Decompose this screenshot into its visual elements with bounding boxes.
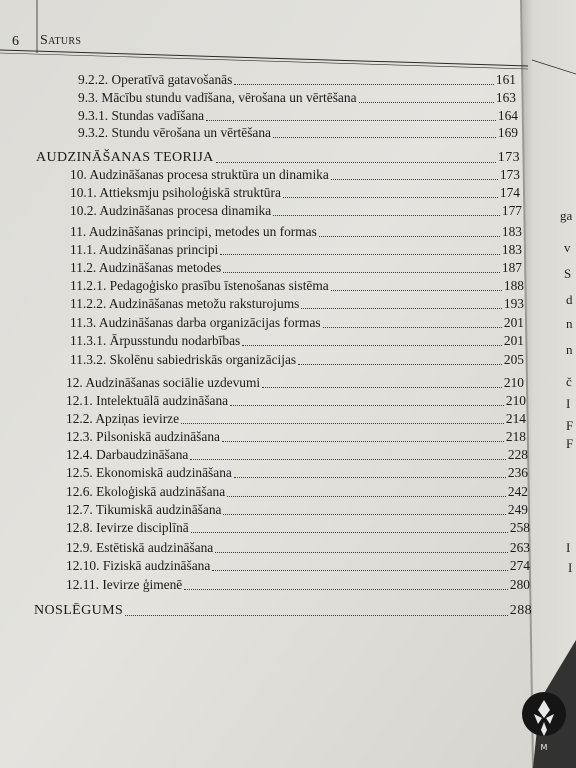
toc-entry [66, 465, 528, 481]
toc-entry-title: 11.2. Audzināšanas metodes [70, 260, 222, 275]
watermark-logo-icon [516, 688, 572, 752]
dot-leader [215, 552, 508, 553]
next-page-fragment: ga [560, 208, 573, 223]
toc-entry [78, 125, 518, 141]
toc-entry-page-number: 161 [495, 72, 516, 87]
toc-entry-title: 12. Audzināšanas sociālie uzdevumi [66, 375, 261, 390]
toc-entry [66, 520, 530, 536]
toc-entry [70, 185, 520, 201]
dot-leader [191, 532, 508, 533]
toc-entry-page-number: 218 [505, 429, 526, 444]
toc-entry-title: 12.7. Tikumiskā audzināšana [66, 502, 222, 517]
toc-entry-title: 12.10. Fiziskā audzināšana [66, 558, 211, 573]
dot-leader [184, 589, 508, 590]
toc-entry-page-number: 288 [509, 603, 532, 618]
dot-leader [298, 364, 502, 365]
dot-leader [331, 179, 498, 180]
toc-entry-page-number: 174 [499, 185, 520, 200]
toc-entry-page-number: 169 [497, 125, 518, 140]
toc-entry-page-number: 228 [507, 447, 528, 462]
toc-entry-page-number: 205 [503, 352, 524, 367]
toc-entry-page-number: 280 [509, 577, 530, 592]
toc-entry [70, 260, 522, 276]
dot-leader [230, 405, 504, 406]
dot-leader [234, 84, 494, 85]
dot-leader [262, 387, 502, 388]
dot-leader [223, 514, 505, 515]
toc-entry [66, 411, 526, 427]
dot-leader [273, 137, 496, 138]
toc-entry-title: 9.2.2. Operatīvā gatavošanās [78, 72, 233, 87]
dot-leader [331, 290, 502, 291]
toc-entry [70, 315, 524, 331]
toc-entry-title: 11. Audzināšanas principi, metodes un formas [70, 224, 317, 239]
toc-entry-page-number: 173 [497, 150, 520, 165]
dot-leader [220, 254, 500, 255]
toc-entry [70, 352, 524, 368]
dot-leader [223, 272, 500, 273]
toc-entry-title: 12.2. Apziņas ievirze [66, 411, 180, 426]
toc-entry-title: 11.3.1. Ārpusstundu nodarbības [70, 333, 241, 348]
toc-entry [70, 242, 522, 258]
toc-entry-title: NOSLĒGUMS [34, 603, 124, 618]
next-page-fragment: n [566, 316, 573, 331]
toc-entry-page-number: 183 [501, 242, 522, 257]
toc-entry-title: 12.5. Ekonomiskā audzināšana [66, 465, 232, 480]
page-header-title: Saturs [40, 33, 82, 48]
toc-entry [66, 558, 530, 574]
toc-entry-page-number: 163 [495, 90, 516, 105]
dot-leader [227, 496, 506, 497]
toc-entry-page-number: 263 [509, 540, 530, 555]
toc-entry-title: 12.3. Pilsoniskā audzināšana [66, 429, 220, 444]
toc-entry-page-number: 183 [501, 224, 522, 239]
toc-entry [66, 447, 528, 463]
toc-entry-page-number: 164 [497, 108, 518, 123]
toc-entry-page-number: 236 [507, 465, 528, 480]
toc-entry [66, 577, 530, 593]
toc-entry-title: 10. Audzināšanas procesa struktūra un dinamika [70, 167, 329, 182]
dot-leader [222, 441, 504, 442]
toc-entry [66, 429, 526, 445]
toc-entry-title: AUDZINĀŠANAS TEORIJA [36, 150, 214, 165]
toc-entry [66, 375, 524, 391]
toc-entry [66, 484, 528, 500]
toc-entry-title: 12.4. Darbaudzināšana [66, 447, 189, 462]
toc-entry-title: 10.1. Attieksmju psiholoģiskā struktūra [70, 185, 281, 200]
dot-leader [234, 477, 506, 478]
next-page-fragment: F [566, 436, 574, 451]
toc-entry-page-number: 242 [507, 484, 528, 499]
toc-entry [70, 278, 524, 294]
toc-entry-title: 11.1. Audzināšanas principi [70, 242, 219, 257]
toc-entry [34, 603, 532, 619]
svg-text:M: M [540, 743, 548, 752]
toc-entry-page-number: 274 [509, 558, 530, 573]
toc-entry [36, 150, 520, 166]
toc-entry [66, 393, 526, 409]
dot-leader [283, 197, 498, 198]
toc-entry-title: 12.1. Intelektuālā audzināšana [66, 393, 229, 408]
toc-entry [66, 502, 528, 518]
toc-entry [70, 296, 524, 312]
dot-leader [206, 120, 496, 121]
dot-leader [190, 459, 506, 460]
next-page-fragment: I [568, 560, 573, 575]
dot-leader [242, 345, 502, 346]
toc-entry [78, 108, 518, 124]
next-page-fragment: I [566, 540, 571, 555]
next-page-fragment: S [564, 266, 572, 281]
dot-leader [301, 308, 502, 309]
toc-entry-page-number: 249 [507, 502, 528, 517]
toc-entry-title: 12.8. Ievirze disciplīnā [66, 520, 189, 535]
toc-entry-title: 11.2.1. Pedagoģisko prasību īstenošanas sistēma [70, 278, 329, 293]
toc-entry-title: 9.3. Mācību stundu vadīšana, vērošana un vērtēšana [78, 90, 357, 105]
next-page-fragment: v [564, 240, 571, 255]
toc-entry-title: 9.3.1. Stundas vadīšana [78, 108, 205, 123]
toc-entry-page-number: 188 [503, 278, 524, 293]
next-page-fragment: I [566, 396, 571, 411]
dot-leader [216, 162, 496, 163]
toc-entry-title: 12.9. Estētiskā audzināšana [66, 540, 214, 555]
dot-leader [181, 423, 504, 424]
next-page-fragment: č [566, 374, 572, 389]
dot-leader [125, 615, 508, 616]
toc-entry-title: 9.3.2. Stundu vērošana un vērtēšana [78, 125, 272, 140]
toc-entry-title: 12.11. Ievirze ģimenē [66, 577, 183, 592]
toc-entry [78, 90, 516, 106]
toc-entry-page-number: 173 [499, 167, 520, 182]
toc-entry-page-number: 201 [503, 333, 524, 348]
toc-entry-title: 12.6. Ekoloģiskā audzināšana [66, 484, 226, 499]
toc-entry [70, 333, 524, 349]
toc-entry [70, 203, 522, 219]
toc-entry-title: 11.3. Audzināšanas darba organizācijas formas [70, 315, 321, 330]
next-page-fragment: n [566, 342, 573, 357]
toc-entry-page-number: 210 [505, 393, 526, 408]
toc-entry [70, 224, 522, 240]
toc-entry-page-number: 201 [503, 315, 524, 330]
toc-entry [66, 540, 530, 556]
page-number: 6 [12, 34, 19, 49]
toc-entry-page-number: 177 [501, 203, 522, 218]
toc-entry-page-number: 210 [503, 375, 524, 390]
toc-entry [70, 167, 520, 183]
dot-leader [212, 570, 508, 571]
dot-leader [319, 236, 500, 237]
dot-leader [359, 102, 494, 103]
dot-leader [323, 327, 502, 328]
toc-entry [78, 72, 516, 88]
toc-entry-title: 11.2.2. Audzināšanas metožu raksturojums [70, 296, 300, 311]
next-page-fragment: d [566, 292, 573, 307]
toc-entry-title: 10.2. Audzināšanas procesa dinamika [70, 203, 272, 218]
toc-entry-page-number: 187 [501, 260, 522, 275]
toc-entry-title: 11.3.2. Skolēnu sabiedriskās organizācijas [70, 352, 297, 367]
toc-entry-page-number: 193 [503, 296, 524, 311]
toc-entry-page-number: 214 [505, 411, 526, 426]
toc-entry-page-number: 258 [509, 520, 530, 535]
next-page-fragment: F [566, 418, 574, 433]
dot-leader [273, 215, 500, 216]
